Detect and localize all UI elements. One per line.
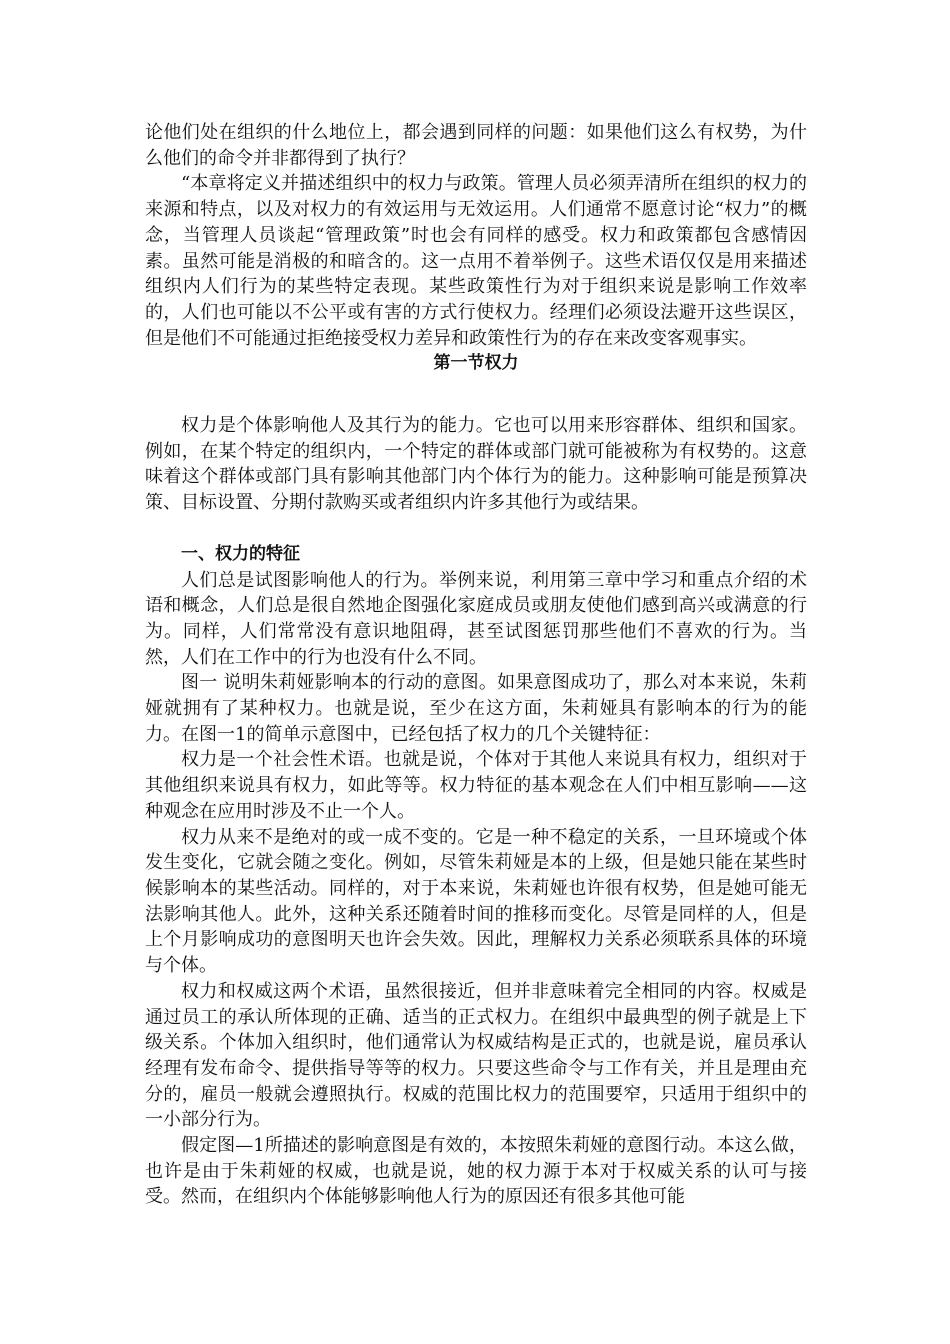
paragraph-4: 人们总是试图影响他人的行为。举例来说，利用第三章中学习和重点介绍的术语和概念，人们总是很自然地企图强化家庭成员或朋友使他们感到高兴或满意的行为。同样，人们常常没有意识地阻碍，甚至试图惩罚那些他们不喜欢的行为。当然，人们在工作中的行为也没有什么不同。 bbox=[145, 569, 807, 668]
paragraph-8: 权力和权威这两个术语，虽然很接近，但并非意味着完全相同的内容。权威是通过员工的承认所体现的正确、适当的正式权力。在组织中最典型的例子就是上下级关系。个体加入组织时，他们通常认为权威结构是正式的，也就是说，雇员承认经理有发布命令、提供指导等等的权力。只要这些命令与工作有关，并且是理由充分的，雇员一般就会遵照执行。权威的范围比权力的范围要窄，只适用于组织中的一小部分行为。 bbox=[145, 980, 807, 1131]
paragraph-1: 论他们处在组织的什么地位上，都会遇到同样的问题：如果他们这么有权势，为什么他们的命令并非都得到了执行？ bbox=[145, 122, 807, 169]
section-title: 第一节权力 bbox=[433, 353, 519, 374]
paragraph-9: 假定图—1所描述的影响意图是有效的，本按照朱莉娅的意图行动。本这么做，也许是由于朱莉娅的权威，也就是说，她的权力源于本对于权威关系的认可与接受。然而，在组织内个体能够影响他人行为的原因还有很多其他可能 bbox=[145, 1135, 807, 1208]
paragraph-2: “本章将定义并描述组织中的权力与政策。管理人员必须弄清所在组织的权力的来源和特点，以及对权力的有效运用与无效运用。人们通常不愿意讨论“权力”的概念，当管理人员谈起“管理政策”时也会有同样的感受。权力和政策都包含感情因素。虽然可能是消极的和暗含的。这一点用不着举例子。这些术语仅仅是用来描述组织内人们行为的某些特定表现。某些政策性行为对于组织来说是影响工作效率的，人们也可能以不公平或有害的方式行使权力。经理们必须设法避开这些误区，但是他们不可能通过拒绝接受权力差异和政策性行为的存在来改变客观事实。 bbox=[145, 173, 807, 349]
paragraph-7: 权力从来不是绝对的或一成不变的。它是一种不稳定的关系，一旦环境或个体发生变化，它就会随之变化。例如，尽管朱莉娅是本的上级，但是她只能在某些时候影响本的某些活动。同样的，对于本来说，朱莉娅也许很有权势，但是她可能无法影响其他人。此外，这种关系还随着时间的推移而变化。尽管是同样的人，但是上个月影响成功的意图明天也许会失效。因此，理解权力关系必须联系具体的环境与个体。 bbox=[145, 826, 807, 977]
paragraph-3: 权力是个体影响他人及其行为的能力。它也可以用来形容群体、组织和国家。例如，在某个特定的组织内，一个特定的群体或部门就可能被称为有权势的。这意味着这个群体或部门具有影响其他部门内个体行为的能力。这种影响可能是预算决策、目标设置、分期付款购买或者组织内许多其他行为或结果。 bbox=[145, 415, 807, 514]
paragraph-6: 权力是一个社会性术语。也就是说，个体对于其他人来说具有权力，组织对于其他组织来说具有权力，如此等等。权力特征的基本观念在人们中相互影响——这种观念在应用时涉及不止一个人。 bbox=[145, 749, 807, 822]
paragraph-5: 图一 说明朱莉娅影响本的行动的意图。如果意图成功了，那么对本来说，朱莉娅就拥有了某种权力。也就是说，至少在这方面，朱莉娅具有影响本的行为的能力。在图一1的简单示意图中，已经包括了权力的几个关键特征： bbox=[145, 672, 807, 745]
document-page bbox=[145, 120, 807, 1210]
subsection-heading: 一、权力的特征 bbox=[181, 543, 300, 564]
